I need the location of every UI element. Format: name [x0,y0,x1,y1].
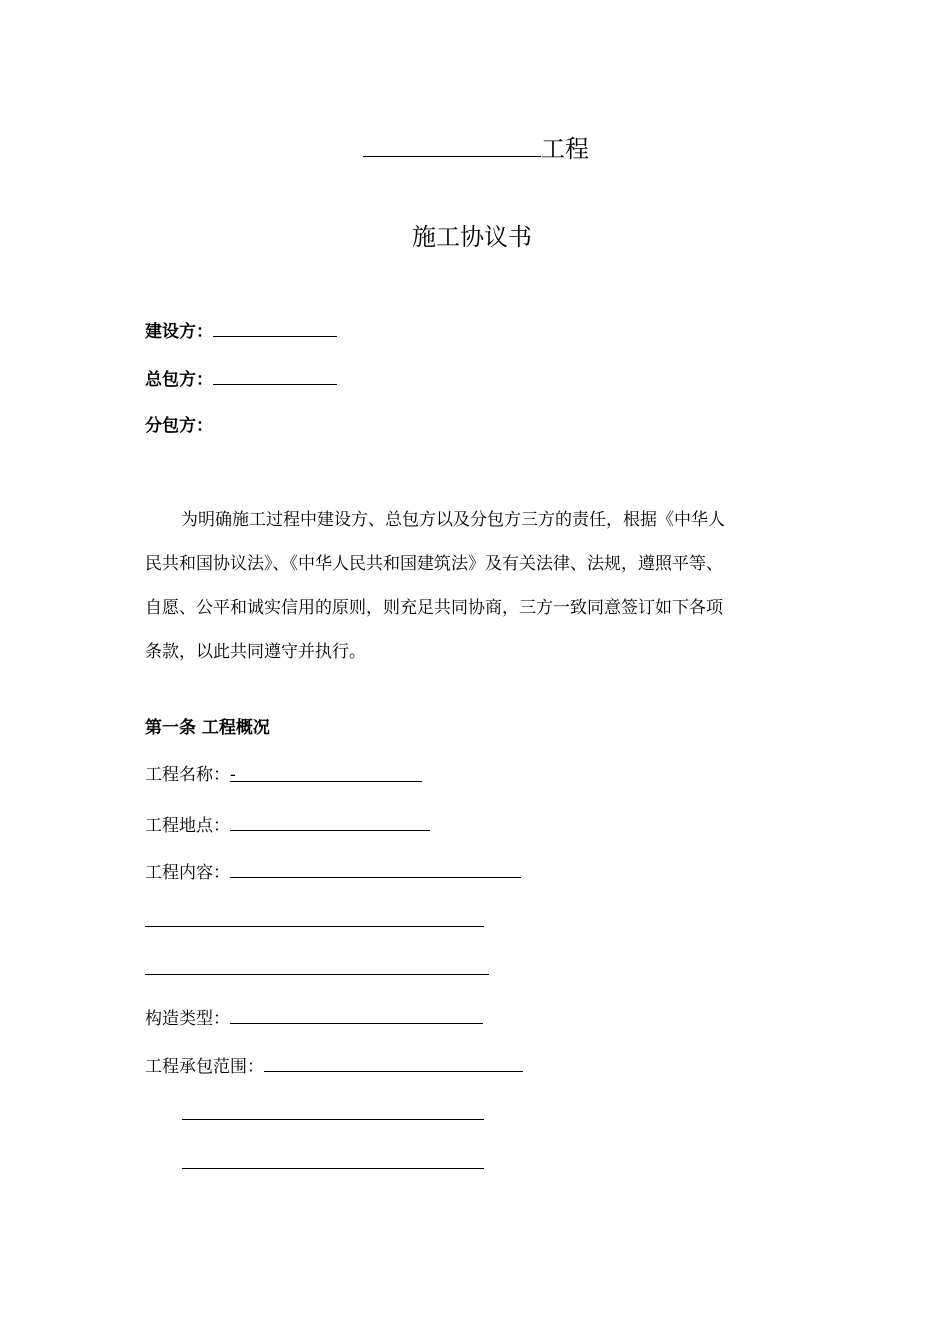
project-title [363,134,589,164]
party-general-contractor-label: 总包方： [145,370,213,390]
field-contract-scope [145,1053,523,1079]
intro-line-1: 为明确施工过程中建设方、总包方以及分包方三方的责任，根据《中华人 [181,510,725,530]
field-project-name-value: - [230,765,236,785]
field-project-name [145,763,422,787]
party-subcontractor [145,414,213,438]
field-structure-type-label: 构造类型： [145,1009,230,1029]
field-contract-scope-blank [264,1053,523,1072]
field-contract-scope-line-2 [182,1119,484,1120]
field-project-location [145,812,430,838]
party-general-contractor [145,366,337,392]
field-structure-type-blank [230,1005,483,1024]
field-project-content [145,859,521,885]
field-structure-type [145,1005,483,1031]
field-contract-scope-label: 工程承包范围： [145,1057,264,1077]
party-owner-label: 建设方： [145,322,213,342]
party-general-contractor-blank [213,366,337,385]
field-project-content-blank [230,859,521,878]
project-title-suffix: 工程 [541,135,589,163]
field-contract-scope-line-3 [182,1168,484,1169]
party-subcontractor-label: 分包方： [145,416,213,436]
section-1-heading: 第一条 工程概况 [145,718,270,738]
party-owner [145,318,337,344]
field-project-location-label: 工程地点： [145,816,230,836]
field-project-content-label: 工程内容： [145,863,230,883]
project-name-blank [363,134,541,157]
field-project-content-line-2 [145,926,484,927]
field-project-content-line-3 [145,974,489,975]
document-subtitle: 施工协议书 [412,223,532,251]
field-project-name-blank [230,763,422,785]
field-project-location-blank [230,812,430,831]
intro-line-4: 条款，以此共同遵守并执行。 [145,642,366,662]
intro-line-3: 自愿、公平和诚实信用的原则，则充足共同协商，三方一致同意签订如下各项 [145,598,723,618]
field-project-name-label: 工程名称： [145,765,230,785]
party-owner-blank [213,318,337,337]
intro-line-2: 民共和国协议法》、《中华人民共和国建筑法》及有关法律、法规，遵照平等、 [145,554,723,574]
